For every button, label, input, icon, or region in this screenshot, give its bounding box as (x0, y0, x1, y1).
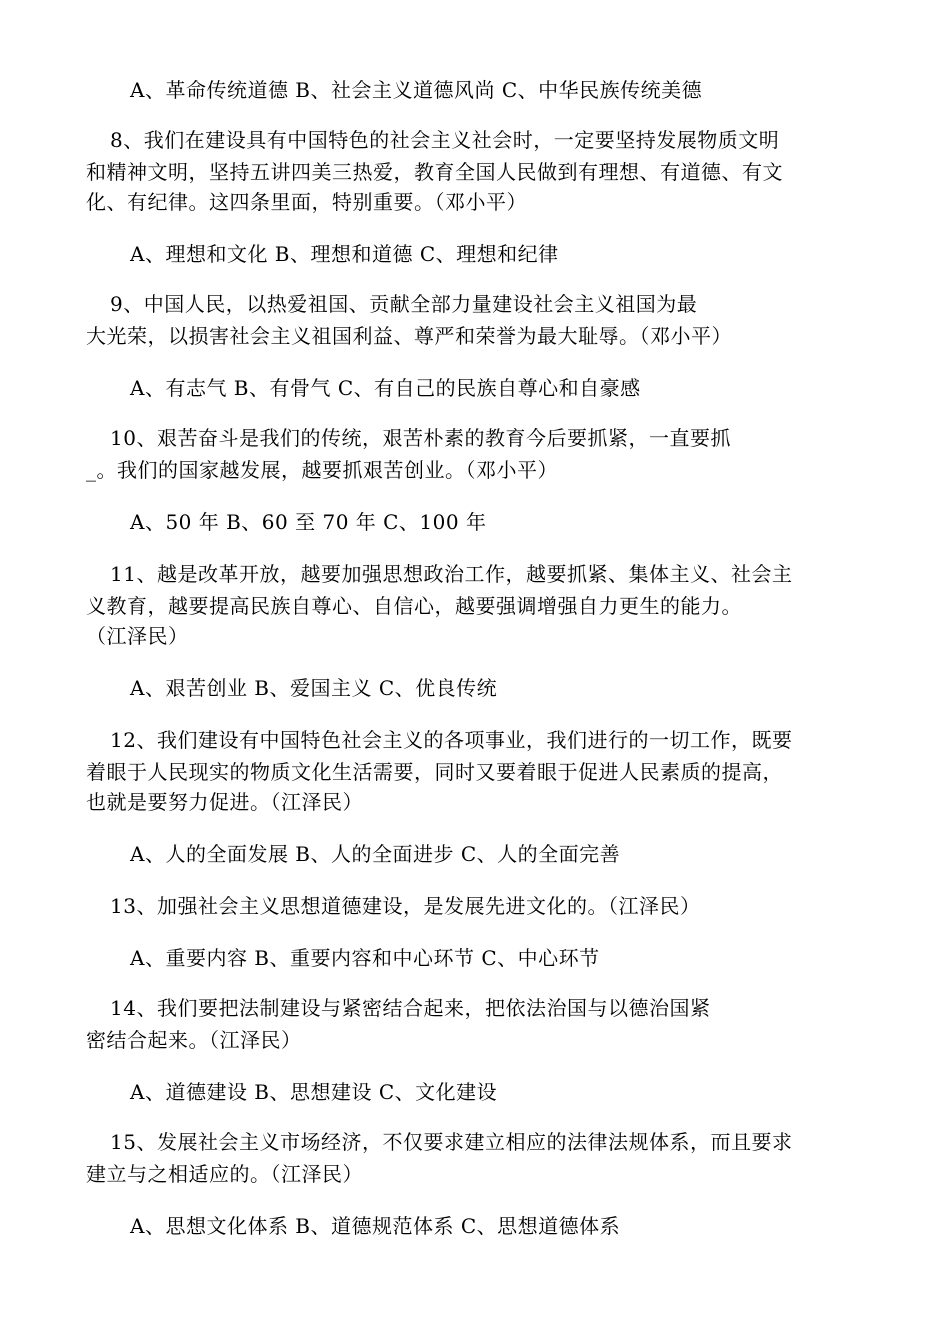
q8-options: A、理想和文化 B、理想和道德 C、理想和纪律 (130, 242, 559, 266)
q13-text-line-1: 13、加强社会主义思想道德建设，是发展先进文化的。（江泽民） (110, 894, 701, 918)
q9-text-line-1: 9、中国人民，以热爱祖国、贡献全部力量建设社会主义祖国为最 (110, 292, 698, 316)
q12-text-line-2: 着眼于人民现实的物质文化生活需要，同时又要着眼于促进人民素质的提高， (86, 760, 783, 784)
q15-text-line-1: 15、发展社会主义市场经济，不仅要求建立相应的法律法规体系，而且要求 (110, 1130, 793, 1154)
q7-options: A、革命传统道德 B、社会主义道德风尚 C、中华民族传统美德 (130, 78, 703, 102)
q13-options: A、重要内容 B、重要内容和中心环节 C、中心环节 (130, 946, 600, 970)
q11-text-line-2: 义教育，越要提高民族自尊心、自信心，越要强调增强自力更生的能力。 (86, 594, 742, 618)
q14-text-line-2: 密结合起来。（江泽民） (86, 1028, 302, 1052)
q9-text-line-2: 大光荣，以损害社会主义祖国利益、尊严和荣誉为最大耻辱。（邓小平） (86, 324, 732, 348)
q8-text-line-1: 8、我们在建设具有中国特色的社会主义社会时，一定要坚持发展物质文明 (110, 128, 780, 152)
q15-options: A、思想文化体系 B、道德规范体系 C、思想道德体系 (130, 1214, 621, 1238)
q8-text-line-2: 和精神文明，坚持五讲四美三热爱，教育全国人民做到有理想、有道德、有文 (86, 160, 783, 184)
q12-options: A、人的全面发展 B、人的全面进步 C、人的全面完善 (130, 842, 621, 866)
q10-text-line-2: _。我们的国家越发展，越要抓艰苦创业。（邓小平） (86, 458, 558, 482)
q14-text-line-1: 14、我们要把法制建设与紧密结合起来，把依法治国与以德治国紧 (110, 996, 711, 1020)
q14-options: A、道德建设 B、思想建设 C、文化建设 (130, 1080, 498, 1104)
q12-text-line-3: 也就是要努力促进。（江泽民） (86, 790, 363, 814)
q12-text-line-1: 12、我们建设有中国特色社会主义的各项事业，我们进行的一切工作，既要 (110, 728, 793, 752)
q11-options: A、艰苦创业 B、爱国主义 C、优良传统 (130, 676, 498, 700)
q10-options: A、50 年 B、60 至 70 年 C、100 年 (130, 510, 487, 534)
q8-text-line-3: 化、有纪律。这四条里面，特别重要。（邓小平） (86, 190, 527, 214)
q11-text-line-3: （江泽民） (86, 624, 189, 648)
q9-options: A、有志气 B、有骨气 C、有自己的民族自尊心和自豪感 (130, 376, 641, 400)
q11-text-line-1: 11、越是改革开放，越要加强思想政治工作，越要抓紧、集体主义、社会主 (110, 562, 793, 586)
q15-text-line-2: 建立与之相适应的。（江泽民） (86, 1162, 363, 1186)
q10-text-line-1: 10、艰苦奋斗是我们的传统，艰苦朴素的教育今后要抓紧，一直要抓 (110, 426, 731, 450)
